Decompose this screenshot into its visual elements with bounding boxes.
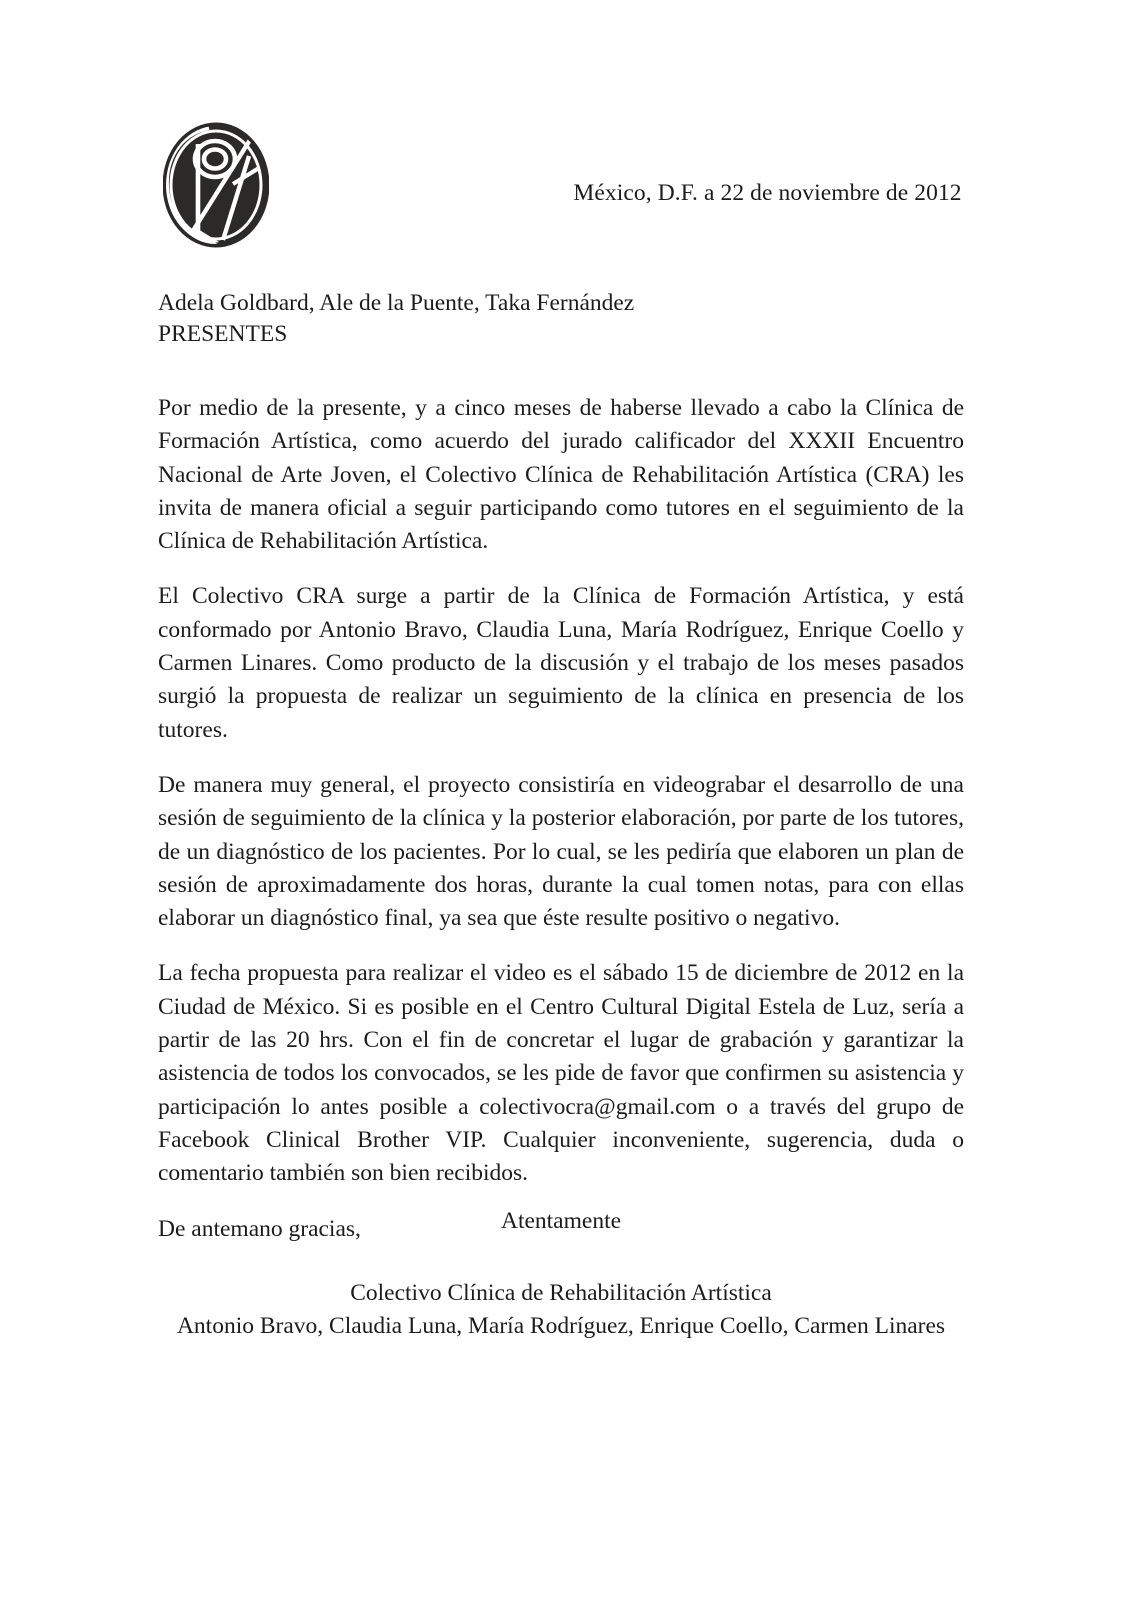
date-line: México, D.F. a 22 de noviembre de 2012 [573, 180, 962, 206]
recipient-salutation: PRESENTES [158, 321, 288, 347]
body-paragraph-2: El Colectivo CRA surge a partir de la Clínica de Formación Artística, y está conformado por Antonio Bravo, Claudia Luna, María Rodríguez, Enrique Coello y Carmen Linares. Como producto de la discusión y el trabajo de los meses pasados surgió la propuesta de realizar un seguimiento de la clínica en presencia de los tutores. [158, 583, 964, 743]
recipient-names: Adela Goldbard, Ale de la Puente, Taka Fernández [158, 290, 635, 316]
body-paragraph-3: De manera muy general, el proyecto consistiría en videograbar el desarrollo de una sesión de seguimiento de la clínica y la posterior elaboración, por parte de los tutores, de un diagnóstico de los pacientes. Por lo cual, se les pediría que elaboren un plan de sesión de aproximadamente dos horas, durante la cual tomen notas, para con ellas elaborar un diagnóstico final, ya sea que éste resulte positivo o negativo. [158, 771, 964, 932]
body-paragraph-1: Por medio de la presente, y a cinco meses de haberse llevado a cabo la Clínica de Formación Artística, como acuerdo del jurado calificador del XXXII Encuentro Nacional de Arte Joven, el Colectivo Clínica de Rehabilitación Artística (CRA) les invita de manera oficial a seguir participando como tutores en el seguimiento de la Clínica de Rehabilitación Artística. [158, 395, 964, 555]
letter-body [158, 392, 964, 1268]
signature-block [158, 1206, 964, 1343]
cra-logo [163, 122, 269, 248]
signature-members: Antonio Bravo, Claudia Luna, María Rodríguez, Enrique Coello, Carmen Linares [176, 1313, 946, 1339]
cra-circular-emblem-icon [163, 122, 269, 248]
body-paragraph-4: La fecha propuesta para realizar el video es el sábado 15 de diciembre de 2012 en la Ciudad de México. Si es posible en el Centro Cultural Digital Estela de Luz, sería a partir de las 20 hrs. Con el fin de concretar el lugar de grabación y garantizar la asistencia de todos los convocados, se les pide de favor que confirmen su asistencia y participación lo antes posible a colectivocra@gmail.com o a través del grupo de Facebook Clinical Brother VIP. Cualquier inconveniente, sugerencia, duda o comentario también son bien recibidos. [158, 960, 964, 1187]
recipients-block [158, 288, 968, 350]
closing-thanks: De antemano gracias, [158, 1215, 361, 1242]
signature-collective-name: Colectivo Clínica de Rehabilitación Artística [350, 1280, 772, 1306]
signature-atentamente: Atentamente [500, 1208, 622, 1234]
